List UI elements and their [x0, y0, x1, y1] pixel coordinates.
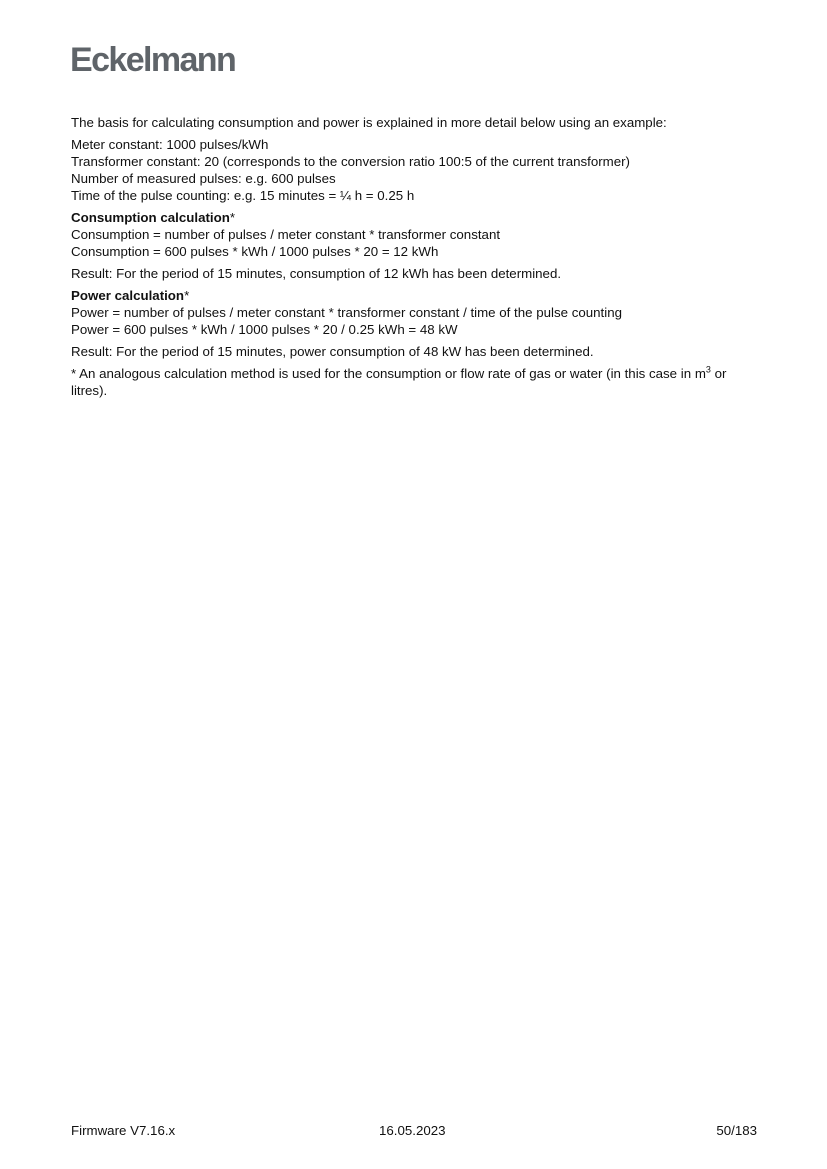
power-footnote-mark: *	[184, 288, 190, 303]
consumption-footnote-mark: *	[229, 210, 236, 225]
consumption-formula: Consumption = number of pulses / meter constant * transformer constant	[71, 227, 501, 242]
power-heading: Power calculation	[71, 288, 185, 303]
footer-date: 16.05.2023	[379, 1123, 446, 1138]
footnote	[71, 365, 761, 399]
pulse-counting-time-line: Time of the pulse counting: e.g. 15 minutes = ¼ h = 0.25 h	[71, 188, 415, 203]
consumption-section	[71, 209, 761, 260]
power-result: Result: For the period of 15 minutes, power consumption of 48 kW has been determined.	[71, 344, 594, 359]
intro-paragraph: The basis for calculating consumption and power is explained in more detail below using an example:	[71, 115, 667, 130]
consumption-heading-line	[71, 209, 761, 226]
footnote-line-1	[71, 365, 761, 382]
power-formula: Power = number of pulses / meter constant * transformer constant / time of the pulse counting	[71, 305, 622, 320]
power-section	[71, 287, 761, 338]
transformer-constant-line: Transformer constant: 20 (corresponds to the conversion ratio 100:5 of the current transformer)	[71, 154, 630, 169]
page-number: 50/183	[716, 1123, 757, 1138]
eckelmann-logo: Eckelmann	[70, 41, 236, 79]
footnote-text: * An analogous calculation method is used for the consumption or flow rate of gas or water (in this case in m	[71, 366, 706, 381]
consumption-result: Result: For the period of 15 minutes, consumption of 12 kWh has been determined.	[71, 266, 562, 281]
document-body	[71, 114, 761, 404]
power-example: Power = 600 pulses * kWh / 1000 pulses * 20 / 0.25 kWh = 48 kW	[71, 322, 458, 337]
consumption-example: Consumption = 600 pulses * kWh / 1000 pulses * 20 = 12 kWh	[71, 244, 439, 259]
meter-constant-line: Meter constant: 1000 pulses/kWh	[71, 137, 269, 152]
power-heading-line	[71, 287, 761, 304]
consumption-heading: Consumption calculation	[71, 210, 230, 225]
footnote-line-2: litres).	[71, 383, 108, 398]
footnote-text-after: or	[710, 366, 727, 381]
firmware-version: Firmware V7.16.x	[71, 1123, 176, 1138]
measured-pulses-line: Number of measured pulses: e.g. 600 pulses	[71, 171, 336, 186]
footnote-superscript: 3	[705, 364, 711, 375]
example-values	[71, 136, 761, 204]
